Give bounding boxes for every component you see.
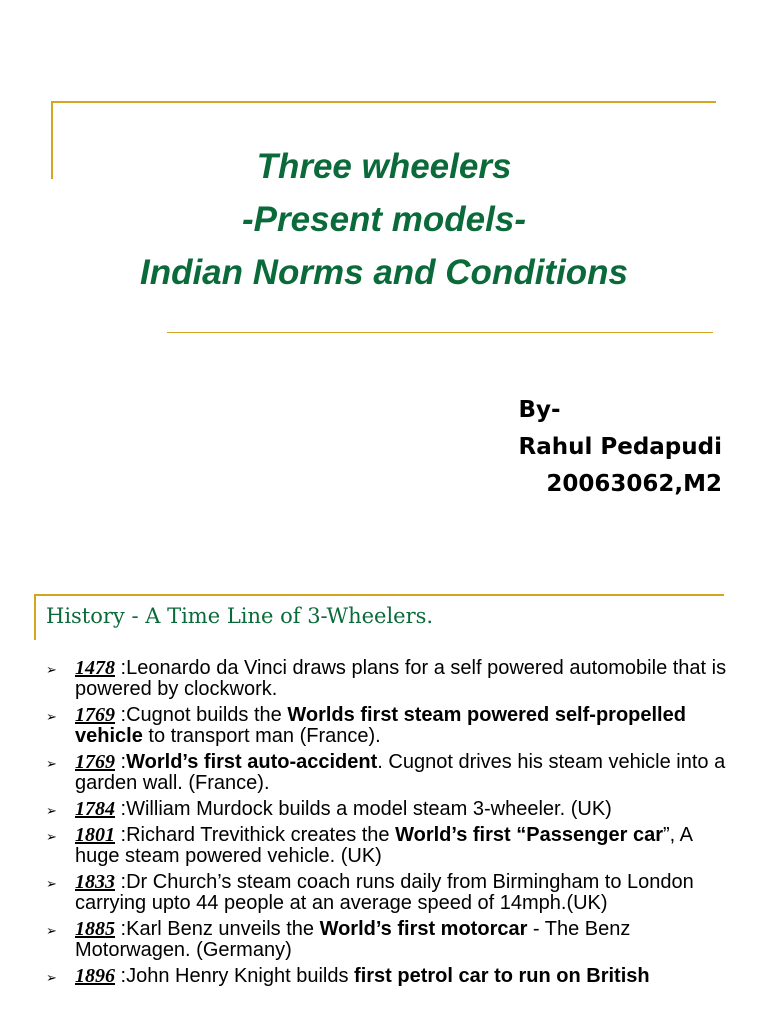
timeline-year: 1896: [75, 965, 115, 987]
timeline-item: [46, 799, 736, 820]
timeline-year: 1769: [75, 751, 115, 773]
timeline-item: [46, 919, 736, 961]
timeline-year: 1801: [75, 824, 115, 846]
frame-top-rule: [34, 594, 724, 596]
timeline-text: :Richard Trevithick creates the: [115, 824, 396, 846]
timeline-highlight: World’s first “Passenger car: [395, 824, 663, 846]
timeline-item: [46, 705, 736, 747]
timeline-text: :Dr Church’s steam coach runs daily from Birmingham to London carrying upto 44 people at an average speed of 14mph.(UK): [75, 871, 694, 914]
timeline-item: [46, 966, 736, 987]
timeline-text: :Leonardo da Vinci draws plans for a self powered automobile that is powered by clockwork.: [75, 657, 727, 700]
timeline-year: 1885: [75, 918, 115, 940]
timeline-list: [46, 658, 736, 992]
timeline-year: 1833: [75, 871, 115, 893]
arrow-bullet-icon: ➢: [46, 662, 57, 677]
slide-title: [0, 140, 768, 299]
title-line-3: Indian Norms and Conditions: [139, 253, 629, 292]
timeline-text: to transport man (France).: [142, 725, 381, 747]
timeline-text: :William Murdock builds a model steam 3-wheeler. (UK): [115, 798, 612, 820]
arrow-bullet-icon: ➢: [46, 829, 57, 844]
arrow-bullet-icon: ➢: [46, 876, 57, 891]
arrow-bullet-icon: ➢: [46, 709, 57, 724]
frame-left-rule: [34, 594, 36, 640]
title-line-2: -Present models-: [242, 200, 526, 239]
arrow-bullet-icon: ➢: [46, 970, 57, 985]
timeline-text: - The Benz Motorwagen. (Germany): [75, 918, 631, 961]
author-name: Rahul Pedapudi: [518, 434, 722, 460]
timeline-text: :John Henry Knight builds: [115, 965, 355, 987]
frame-top-rule: [51, 101, 716, 103]
timeline-year: 1478: [75, 657, 115, 679]
frame-middle-rule: [167, 332, 713, 333]
timeline-text: ”, A huge steam powered vehicle. (UK): [75, 824, 692, 867]
timeline-highlight: World’s first motorcar: [319, 918, 528, 940]
title-line-1: Three wheelers: [256, 147, 512, 186]
timeline-highlight: Worlds first steam powered self-propelled vehicle: [75, 704, 686, 747]
timeline-year: 1784: [75, 798, 115, 820]
timeline-item: [46, 658, 736, 700]
history-slide: [0, 570, 768, 1024]
timeline-text: . Cugnot drives his steam vehicle into a garden wall. (France).: [75, 751, 726, 794]
arrow-bullet-icon: ➢: [46, 803, 57, 818]
timeline-item: [46, 752, 736, 794]
timeline-text: :Cugnot builds the: [115, 704, 288, 726]
timeline-item: [46, 872, 736, 914]
timeline-highlight: first petrol car to run on British: [354, 965, 650, 987]
timeline-text: :Karl Benz unveils the: [115, 918, 320, 940]
timeline-year: 1769: [75, 704, 115, 726]
arrow-bullet-icon: ➢: [46, 756, 57, 771]
slide-heading: History - A Time Line of 3-Wheelers.: [46, 604, 434, 628]
arrow-bullet-icon: ➢: [46, 923, 57, 938]
author-id: 20063062,M2: [546, 471, 722, 497]
timeline-item: [46, 825, 736, 867]
timeline-text: :: [115, 751, 127, 773]
timeline-highlight: World’s first auto-accident: [126, 751, 378, 773]
by-label: By-: [518, 397, 561, 423]
author-block: [519, 392, 723, 503]
